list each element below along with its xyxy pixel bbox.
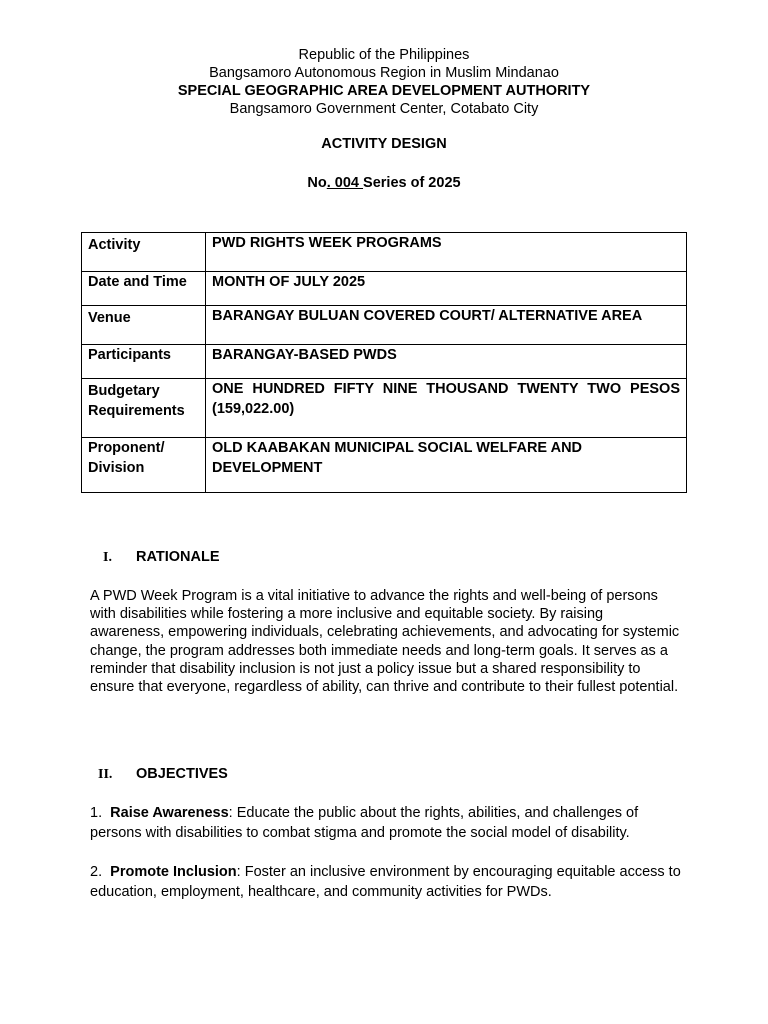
objective-number: 1. xyxy=(90,805,103,821)
objective-number: 2. xyxy=(90,864,103,880)
row-value: OLD KAABAKAN MUNICIPAL SOCIAL WELFARE AND DEVELOPMENT xyxy=(206,438,687,493)
section-title: OBJECTIVES xyxy=(136,766,228,782)
table-row-activity xyxy=(82,233,687,272)
header-address: Bangsamoro Government Center, Cotabato City xyxy=(229,101,539,117)
table-row-venue xyxy=(82,306,687,345)
objective-title: Promote Inclusion xyxy=(110,864,237,880)
objective-text: : Foster an inclusive environment by encouraging equitable access to education, employment, healthcare, and community activities for PWDs. xyxy=(90,864,681,900)
table-row-participants xyxy=(82,345,687,379)
row-value: ONE HUNDRED FIFTY NINE THOUSAND TWENTY TWO PESOS (159,022.00) xyxy=(206,379,687,438)
document-title: ACTIVITY DESIGN xyxy=(321,136,447,152)
header-republic: Republic of the Philippines xyxy=(298,47,470,63)
table-row-proponent xyxy=(82,438,687,493)
row-value: BARANGAY-BASED PWDS xyxy=(206,345,687,379)
section-objectives-heading xyxy=(98,766,228,783)
row-value: PWD RIGHTS WEEK PROGRAMS xyxy=(206,233,687,272)
table-row-date-time xyxy=(82,272,687,306)
table-row-budget xyxy=(82,379,687,438)
header-region: Bangsamoro Autonomous Region in Muslim Mindanao xyxy=(209,65,559,81)
row-value: BARANGAY BULUAN COVERED COURT/ ALTERNATIVE AREA xyxy=(206,306,687,345)
activity-info-table xyxy=(81,232,687,493)
document-number-value: . 004 xyxy=(326,175,364,191)
section-number: II. xyxy=(98,767,113,782)
document-number-series: Series of 2025 xyxy=(363,175,461,191)
row-label: Activity xyxy=(82,233,206,272)
section-rationale-heading xyxy=(103,549,220,566)
objective-title: Raise Awareness xyxy=(110,805,229,821)
row-label: Budgetary Requirements xyxy=(82,379,206,438)
objective-item xyxy=(90,804,690,843)
section-number: I. xyxy=(103,550,112,565)
section-title: RATIONALE xyxy=(136,549,220,565)
document-number xyxy=(0,174,768,192)
objective-text: : Educate the public about the rights, abilities, and challenges of persons with disabilities to combat stigma and promote the social model of disability. xyxy=(90,805,639,841)
rationale-paragraph: A PWD Week Program is a vital initiative to advance the rights and well-being of persons with disabilities while fostering a more inclusive and equitable society. By raising awareness, empowering individuals, celebrating achievements, and advocating for systemic change, the program addresses both immediate needs and long-term goals. It serves as a reminder that disability inclusion is not just a policy issue but a shared responsibility to ensure that everyone, regardless of ability, can thrive and contribute to their fullest potential. xyxy=(90,588,680,696)
row-label: Participants xyxy=(82,345,206,379)
row-label: Proponent/ Division xyxy=(82,438,206,493)
document-number-prefix: No xyxy=(307,175,327,191)
row-value: MONTH OF JULY 2025 xyxy=(206,272,687,306)
header-authority: SPECIAL GEOGRAPHIC AREA DEVELOPMENT AUTHORITY xyxy=(177,83,591,99)
row-label: Date and Time xyxy=(82,272,206,306)
row-label: Venue xyxy=(82,306,206,345)
objective-item xyxy=(90,863,690,902)
